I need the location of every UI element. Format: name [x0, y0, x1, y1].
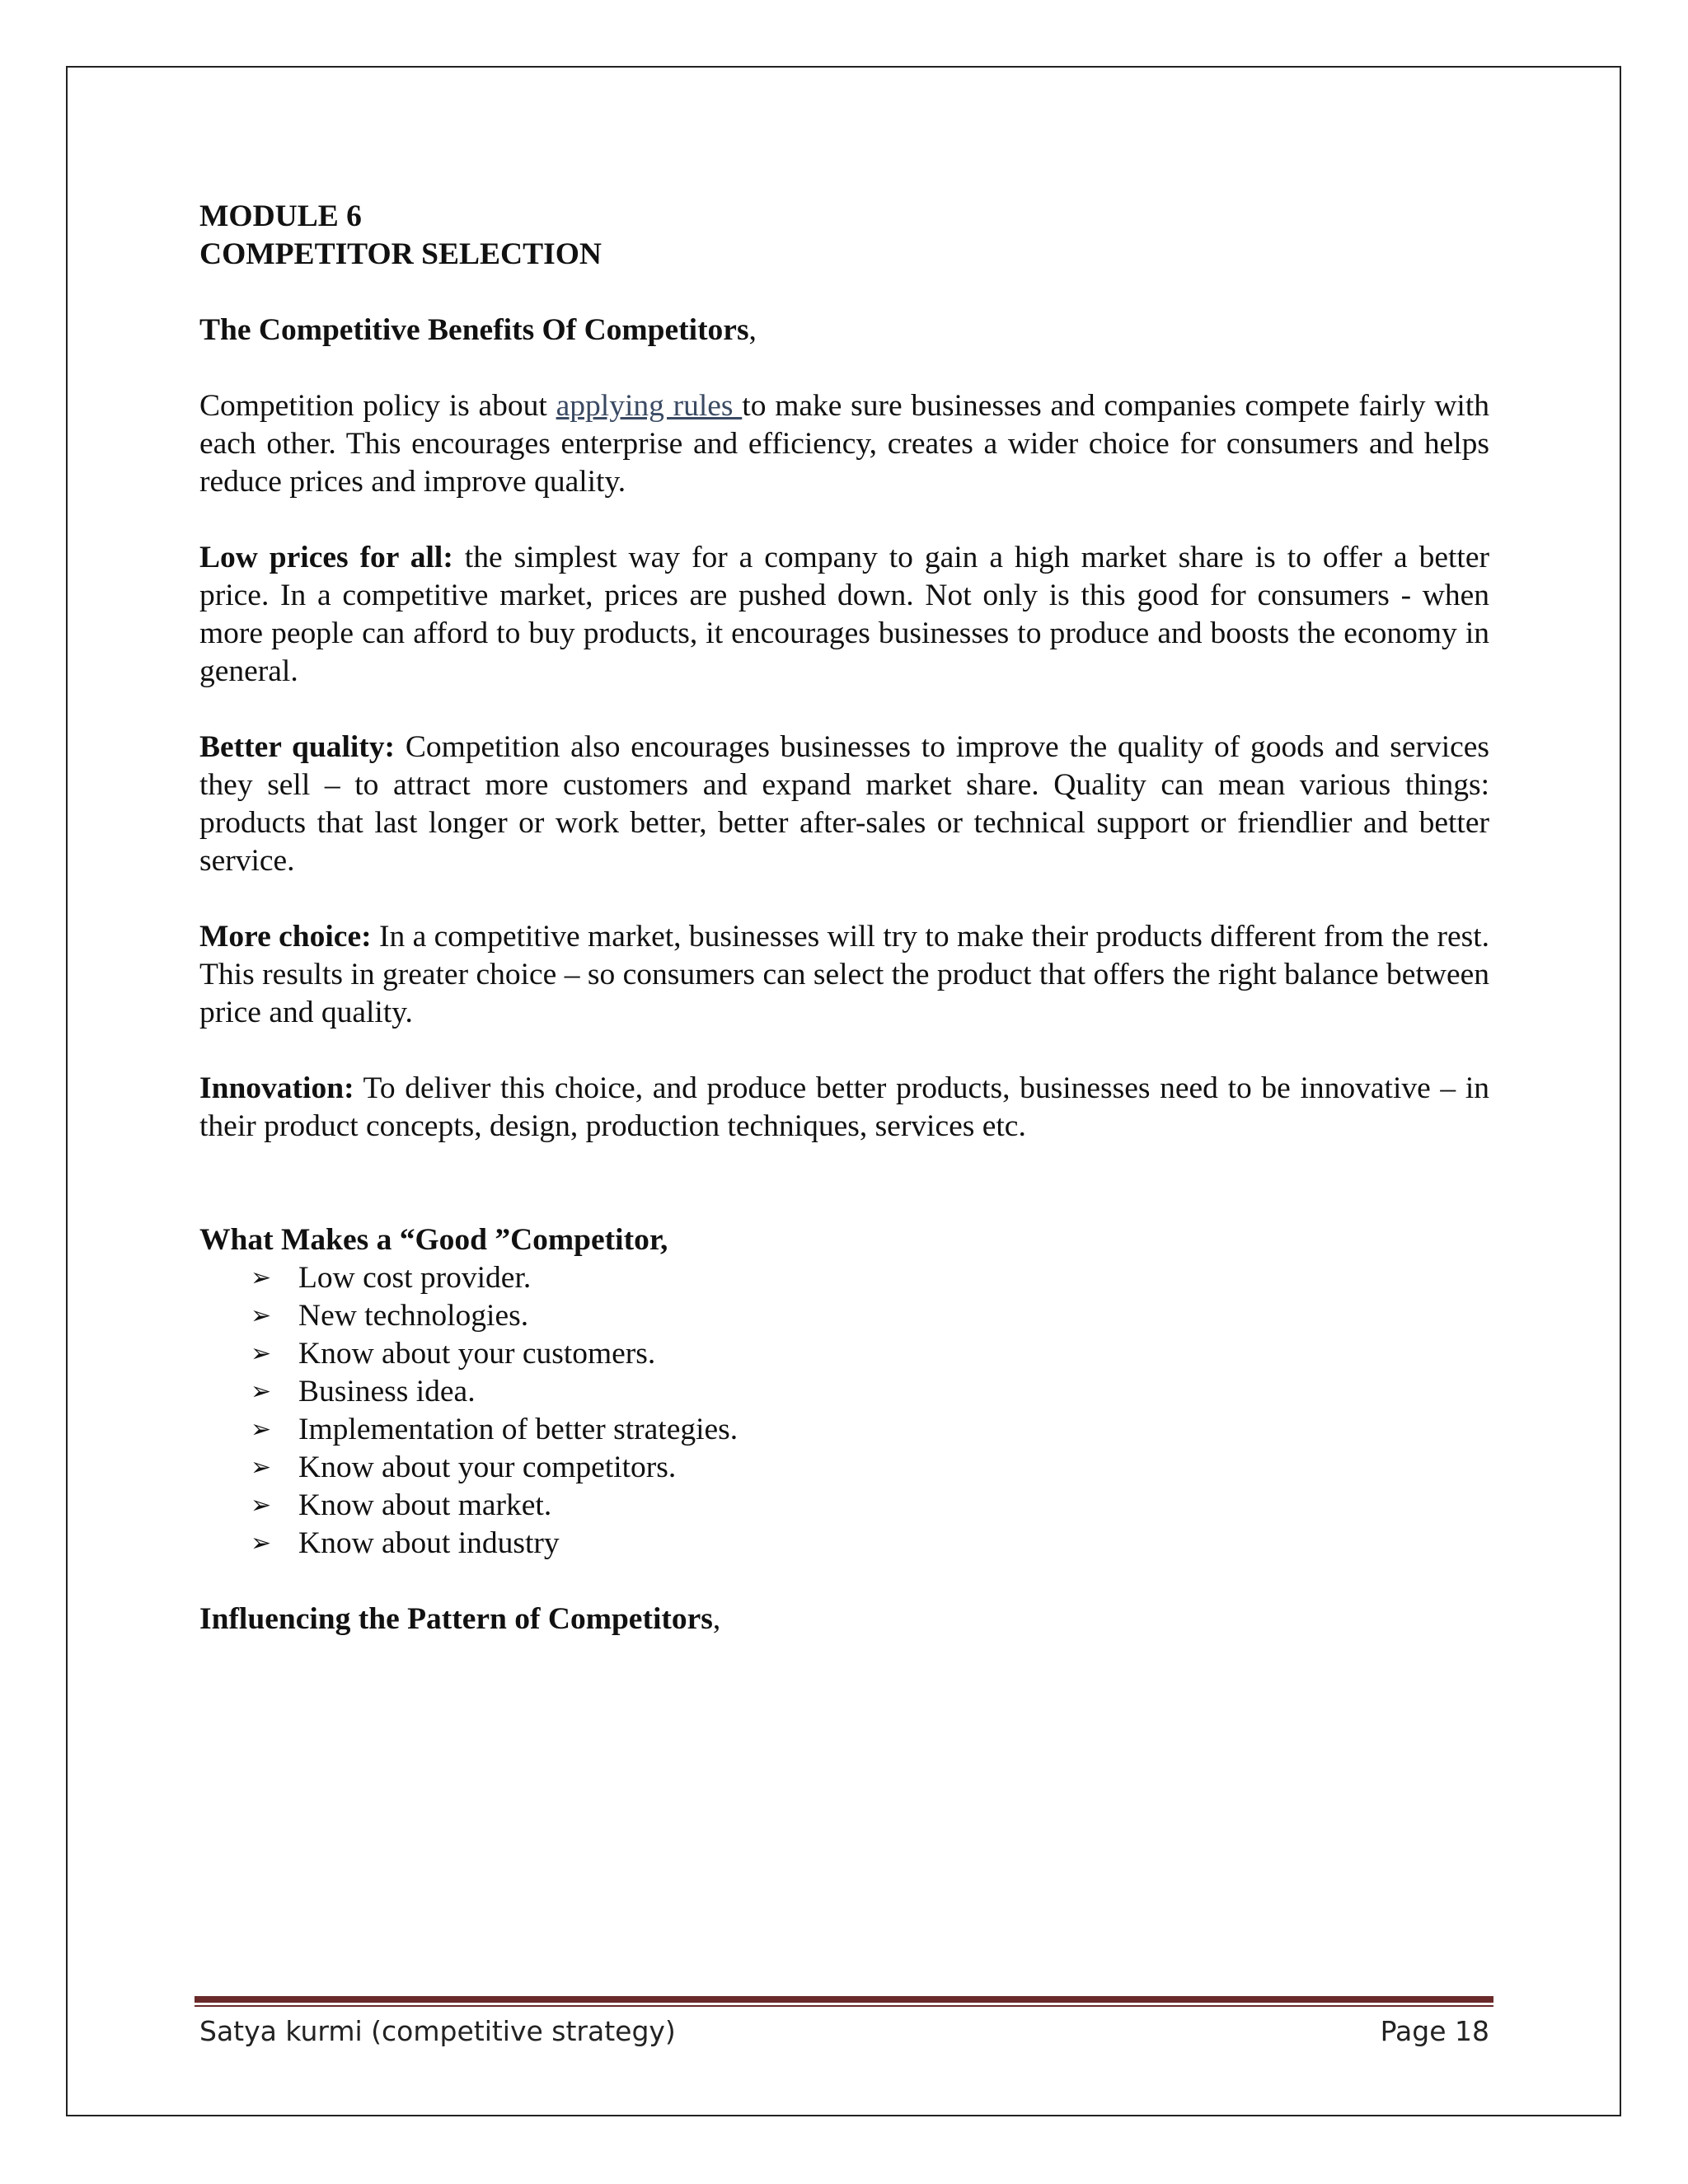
arrowhead-bullet-icon: ➢: [251, 1415, 272, 1444]
list-item-text: Know about industry: [298, 1526, 560, 1560]
benefit-paragraph-more-choice: [199, 918, 1489, 1032]
list-item: [251, 1297, 1489, 1335]
list-item: [251, 1335, 1489, 1373]
benefit-label: Innovation:: [199, 1071, 354, 1105]
benefit-label: Low prices for all:: [199, 541, 453, 574]
arrowhead-bullet-icon: ➢: [251, 1491, 272, 1520]
list-item-text: New technologies.: [298, 1299, 529, 1333]
arrowhead-bullet-icon: ➢: [251, 1529, 272, 1558]
intro-text-after-link: to make sure businesses and companies compete fairly with each other. This encourages enterprise and efficiency, creates a wider choice for consumers and helps reduce prices and improve quality.: [199, 389, 1489, 499]
page-footer: [199, 2011, 1489, 2052]
page-number: Page 18: [1380, 2015, 1489, 2047]
benefit-text: the simplest way for a company to gain a high market share is to offer a better price. In a competitive market, prices are pushed down. Not only is this good for consumers - when more people can afford to buy products, it encourages businesses to produce and boosts the economy in general.: [199, 541, 1489, 688]
benefit-label: Better quality:: [199, 730, 396, 764]
list-item-text: Implementation of better strategies.: [298, 1413, 738, 1446]
benefit-paragraph-innovation: [199, 1070, 1489, 1146]
arrowhead-bullet-icon: ➢: [251, 1453, 272, 1482]
good-competitor-heading: What Makes a “Good ”Competitor,: [199, 1223, 668, 1257]
benefits-heading: [199, 312, 1489, 349]
arrowhead-bullet-icon: ➢: [251, 1263, 272, 1292]
module-number: MODULE 6: [199, 199, 362, 233]
list-item-text: Know about your competitors.: [298, 1451, 677, 1484]
list-item: [251, 1449, 1489, 1487]
module-title: COMPETITOR SELECTION: [199, 237, 602, 271]
influencing-heading: [199, 1601, 1489, 1638]
list-item-text: Know about market.: [298, 1488, 552, 1522]
arrowhead-bullet-icon: ➢: [251, 1339, 272, 1368]
section-spacer: [199, 1146, 1489, 1183]
benefit-text: In a competitive market, businesses will try to make their products different from the rest. This results in greater choice – so consumers can select the product that offers the right balance between price and quality.: [199, 920, 1489, 1029]
footer-author: Satya kurmi (competitive strategy): [199, 2015, 676, 2047]
good-competitor-list: [199, 1259, 1489, 1563]
list-item: [251, 1487, 1489, 1525]
footer-rule-thin: [195, 2005, 1493, 2007]
influencing-heading-text: Influencing the Pattern of Competitors: [199, 1602, 713, 1636]
intro-paragraph: [199, 387, 1489, 501]
benefit-text: To deliver this choice, and produce better products, businesses need to be innovative – in their product concepts, design, production techniques, services etc.: [199, 1071, 1489, 1143]
arrowhead-bullet-icon: ➢: [251, 1377, 272, 1406]
benefit-text: Competition also encourages businesses to improve the quality of goods and services they sell – to attract more customers and expand market share. Quality can mean various things: products that last longer or work better, better after-sales or technical support or friendlier and better service.: [199, 730, 1489, 878]
list-item-text: Know about your customers.: [298, 1337, 656, 1371]
list-item-text: Business idea.: [298, 1375, 476, 1408]
intro-text-before-link: Competition policy is about: [199, 389, 556, 423]
benefits-heading-text: The Competitive Benefits Of Competitors: [199, 313, 749, 347]
list-item: [251, 1525, 1489, 1563]
benefit-paragraph-low-prices: [199, 539, 1489, 691]
list-item: [251, 1259, 1489, 1297]
list-item-text: Low cost provider.: [298, 1261, 532, 1295]
benefits-heading-punct: ,: [748, 313, 757, 347]
list-item: [251, 1411, 1489, 1449]
influencing-heading-punct: ,: [712, 1602, 721, 1636]
page-content: [199, 198, 1489, 1638]
arrowhead-bullet-icon: ➢: [251, 1301, 272, 1330]
applying-rules-link[interactable]: applying rules: [556, 389, 743, 423]
list-item: [251, 1373, 1489, 1411]
benefit-paragraph-better-quality: [199, 729, 1489, 880]
benefit-label: More choice:: [199, 920, 372, 954]
footer-rule-thick: [195, 1996, 1493, 2003]
